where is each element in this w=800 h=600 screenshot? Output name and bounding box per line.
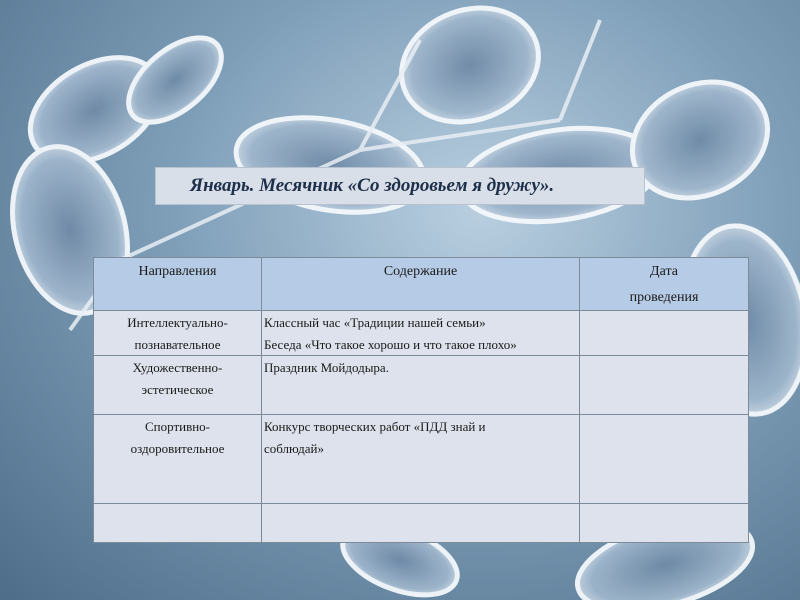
cell-date [580,311,749,356]
header-content [262,258,580,311]
cell-content [262,415,580,504]
page-title: Январь. Месячник «Со здоровьем я дружу». [190,175,555,196]
direction-line2: эстетическое [141,382,214,397]
content-line2 [262,378,579,380]
cell-direction [94,311,262,356]
cell-direction [94,504,262,543]
header-date [580,258,749,311]
cell-date [580,504,749,543]
header-content-label: Содержание [383,264,458,279]
table-row [94,356,749,415]
direction-line2 [94,506,261,508]
content-line1: Праздник Мойдодыра. [264,360,389,375]
direction-line1: Интеллектуально- [127,315,228,330]
table-row [94,415,749,504]
header-date-line1: Дата [650,264,678,279]
table-row [94,311,749,356]
cell-content [262,504,580,543]
header-direction-label: Направления [138,264,217,279]
activity-plan-table [93,257,749,543]
direction-line1: Спортивно- [144,419,211,434]
cell-date [580,415,749,504]
table-header-row [94,258,749,311]
cell-date [580,356,749,415]
cell-direction [94,356,262,415]
cell-content [262,356,580,415]
direction-line1: Художественно- [132,360,223,375]
content-line1: Конкурс творческих работ «ПДД знай и [264,419,486,434]
header-direction [94,258,262,311]
header-date-line2: проведения [629,290,699,305]
direction-line2: познавательное [134,337,221,352]
title-banner [155,167,645,205]
cell-content [262,311,580,356]
cell-direction [94,415,262,504]
content-line2: соблюдай» [264,441,324,456]
content-line2: Беседа «Что такое хорошо и что такое плохо» [264,337,517,352]
direction-line2: оздоровительное [130,441,225,456]
table-row [94,504,749,543]
content-line1: Классный час «Традиции нашей семьи» [264,315,486,330]
content-line2 [262,506,579,508]
